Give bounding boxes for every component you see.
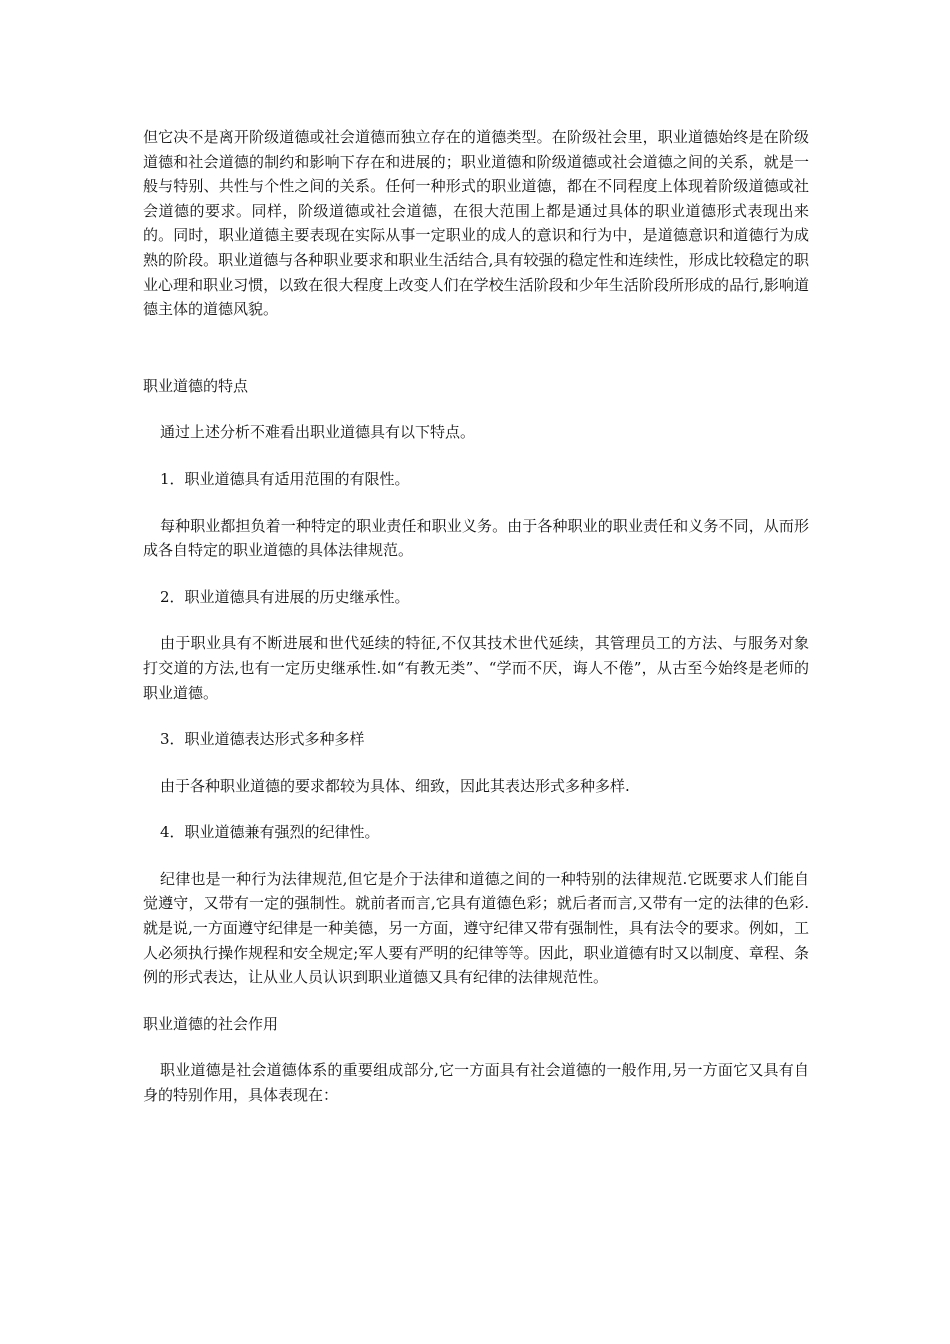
point-3-body: 由于各种职业道德的要求都较为具体、细致，因此其表达形式多种多样. bbox=[160, 776, 630, 795]
point-2-title: 2．职业道德具有进展的历史继承性。 bbox=[160, 587, 410, 606]
document-page bbox=[143, 125, 809, 1108]
point-3-title: 3．职业道德表达形式多种多样 bbox=[160, 730, 365, 749]
section-2-body: 职业道德是社会道德体系的重要组成部分,它一方面具有社会道德的一般作用,另一方面它又具有自身的特别作用，具体表现在： bbox=[143, 1061, 809, 1105]
point-2-body: 由于职业具有不断进展和世代延续的特征,不仅其技术世代延续，其管理员工的方法、与服务对象打交道的方法,也有一定历史继承性.如“有教无类”、“学而不厌，诲人不倦”，从古至今始终是老师的职业道德。 bbox=[143, 634, 809, 702]
point-4-body: 纪律也是一种行为法律规范,但它是介于法律和道德之间的一种特别的法律规范.它既要求人们能自觉遵守，又带有一定的强制性。就前者而言,它具有道德色彩；就后者而言,又带有一定的法律的色彩.就是说,一方面遵守纪律是一种美德，另一方面，遵守纪律又带有强制性，具有法令的要求。例如，工人必须执行操作规程和安全规定;军人要有严明的纪律等等。因此，职业道德有时又以制度、章程、条例的形式表达，让从业人员认识到职业道德又具有纪律的法律规范性。 bbox=[143, 869, 809, 987]
point-1-title: 1．职业道德具有适用范围的有限性。 bbox=[160, 469, 410, 488]
intro-paragraph: 但它决不是离开阶级道德或社会道德而独立存在的道德类型。在阶级社会里，职业道德始终是在阶级道德和社会道德的制约和影响下存在和进展的；职业道德和阶级道德或社会道德之间的关系，就是一般与特别、共性与个性之间的关系。任何一种形式的职业道德，都在不同程度上体现着阶级道德或社会道德的要求。同样，阶级道德或社会道德，在很大范围上都是通过具体的职业道德形式表现出来的。同时，职业道德主要表现在实际从事一定职业的成人的意识和行为中，是道德意识和道德行为成熟的阶段。职业道德与各种职业要求和职业生活结合,具有较强的稳定性和连续性，形成比较稳定的职业心理和职业习惯，以致在很大程度上改变人们在学校生活阶段和少年生活阶段所形成的品行,影响道德主体的道德风貌。 bbox=[143, 128, 809, 319]
point-4-title: 4．职业道德兼有强烈的纪律性。 bbox=[160, 823, 380, 842]
point-1-body: 每种职业都担负着一种特定的职业责任和职业义务。由于各种职业的职业责任和义务不同，从而形成各自特定的职业道德的具体法律规范。 bbox=[143, 516, 809, 560]
section-intro-paragraph: 通过上述分析不难看出职业道德具有以下特点。 bbox=[160, 423, 476, 442]
section-heading-social-role: 职业道德的社会作用 bbox=[143, 1014, 279, 1033]
section-heading-characteristics: 职业道德的特点 bbox=[143, 376, 249, 395]
